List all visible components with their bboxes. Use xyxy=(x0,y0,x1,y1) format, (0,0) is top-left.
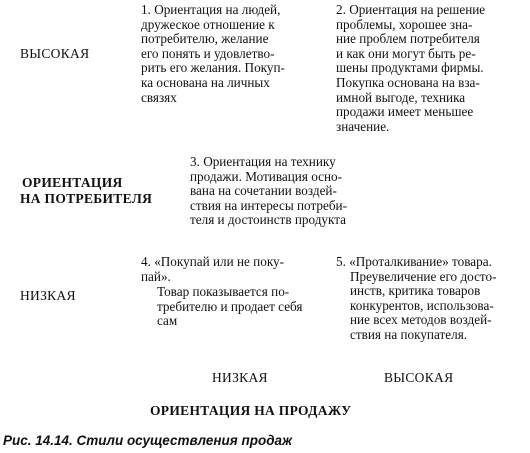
x-axis-low-label: НИЗКАЯ xyxy=(212,370,268,385)
x-axis-high-label: ВЫСОКАЯ xyxy=(384,370,454,385)
cell-4-take-it-or-leave-it xyxy=(141,255,326,329)
cell-4-heading: 4. «Покупай или не поку- пай». xyxy=(141,254,285,284)
cell-3-sales-technique: 3. Ориентация на технику продажи. Мотивация осно- вана на сочетании воздей- ствия на интересы потреби- теля и достоинств продукта xyxy=(190,154,347,228)
y-axis-title-line1: ОРИЕНТАЦИЯ xyxy=(22,175,123,190)
cell-5-heading: 5. «Проталкивание» товара. xyxy=(336,254,492,269)
y-axis-low-label: НИЗКАЯ xyxy=(20,288,76,303)
x-axis-title: ОРИЕНТАЦИЯ НА ПРОДАЖУ xyxy=(150,403,352,418)
cell-5-push-selling xyxy=(336,255,526,343)
y-axis-high-label: ВЫСОКАЯ xyxy=(20,46,90,61)
cell-2-problem-solving: 2. Ориентация на решение проблемы, хорошее зна- ние проблем потребителя и как они могут быть ре- шены продуктами фирмы. Покупка основана на вза- имной выгоде, техника продажи имеет меньшее значение. xyxy=(336,2,486,134)
cell-5-body: Преувеличение его досто- инств, критика товаров конкурентов, использова- ние всех методов воздей- ствия на покупателя. xyxy=(350,268,497,342)
cell-1-people-orientation: 1. Ориентация на людей, дружеское отношение к потребителю, желание его понять и удовлетво- рить его желания. Покуп- ка основана на личных связях xyxy=(141,2,285,105)
y-axis-title-line2: НА ПОТРЕБИТЕЛЯ xyxy=(20,191,153,206)
figure-caption: Рис. 14.14. Стили осуществления продаж xyxy=(3,433,293,448)
cell-4-body: Товар показывается по- требителю и продает себя сам xyxy=(157,284,303,329)
